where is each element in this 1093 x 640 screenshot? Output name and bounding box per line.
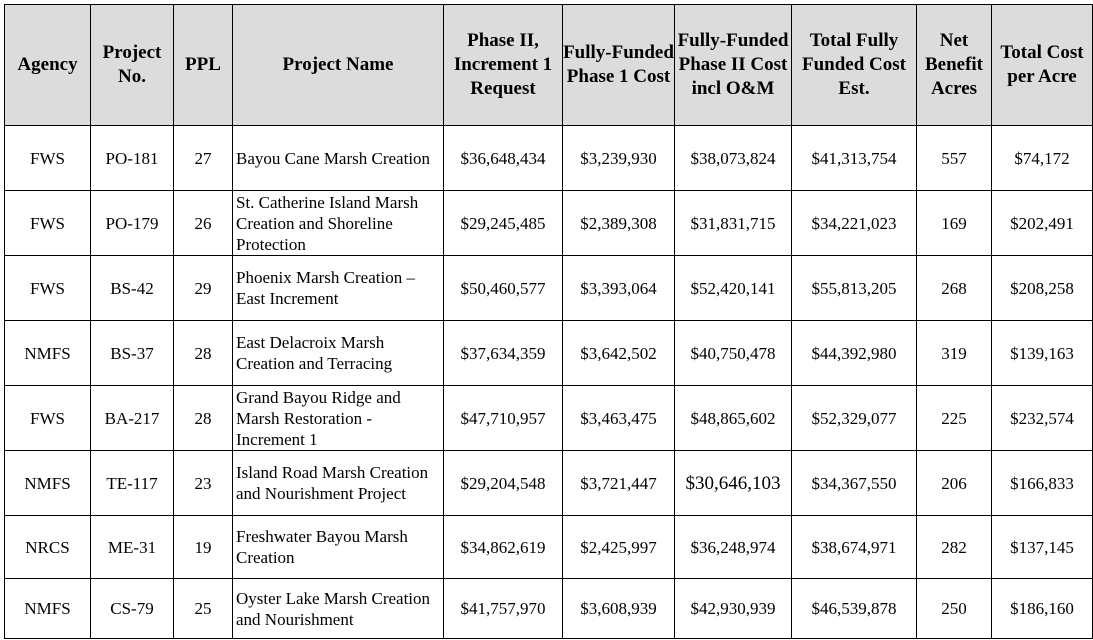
phase2-inc1-cell: $36,648,434 [444, 126, 563, 191]
agency-cell: NMFS [5, 579, 91, 639]
acres-cell: 557 [917, 126, 992, 191]
table-row [5, 579, 1093, 639]
phase2-inc1-cell: $50,460,577 [444, 256, 563, 321]
project-no-cell: PO-179 [91, 191, 174, 256]
ppl-cell: 28 [174, 386, 233, 451]
agency-cell: NRCS [5, 516, 91, 579]
phase2-cost-cell: $40,750,478 [675, 321, 792, 386]
project-name-cell: Phoenix Marsh Creation – East Increment [233, 256, 444, 321]
project-no-cell: BA-217 [91, 386, 174, 451]
total-cost-cell: $34,367,550 [792, 451, 917, 516]
project-no-cell: PO-181 [91, 126, 174, 191]
acres-cell: 169 [917, 191, 992, 256]
total-cost-cell: $38,674,971 [792, 516, 917, 579]
agency-cell: NMFS [5, 321, 91, 386]
phase2-inc1-cell: $47,710,957 [444, 386, 563, 451]
ppl-cell: 23 [174, 451, 233, 516]
project-no-cell: BS-37 [91, 321, 174, 386]
phase2-cost-cell: $42,930,939 [675, 579, 792, 639]
header-ppl: PPL [174, 5, 233, 126]
header-cost-per-acre: Total Cost per Acre [992, 5, 1093, 126]
cost-per-acre-cell: $139,163 [992, 321, 1093, 386]
project-name-cell: Bayou Cane Marsh Creation [233, 126, 444, 191]
cost-per-acre-cell: $208,258 [992, 256, 1093, 321]
acres-cell: 268 [917, 256, 992, 321]
cost-per-acre-cell: $137,145 [992, 516, 1093, 579]
agency-cell: FWS [5, 386, 91, 451]
phase2-inc1-cell: $34,862,619 [444, 516, 563, 579]
header-total-cost: Total Fully Funded Cost Est. [792, 5, 917, 126]
projects-table [4, 4, 1093, 639]
phase2-inc1-cell: $37,634,359 [444, 321, 563, 386]
project-no-cell: BS-42 [91, 256, 174, 321]
phase1-cost-cell: $3,393,064 [563, 256, 675, 321]
project-no-cell: TE-117 [91, 451, 174, 516]
header-project-name: Project Name [233, 5, 444, 126]
header-phase1-cost: Fully-Funded Phase 1 Cost [563, 5, 675, 126]
table-row [5, 321, 1093, 386]
phase2-inc1-cell: $29,245,485 [444, 191, 563, 256]
header-project-no: Project No. [91, 5, 174, 126]
phase2-cost-cell: $30,646,103 [675, 451, 792, 516]
table-row [5, 191, 1093, 256]
ppl-cell: 19 [174, 516, 233, 579]
phase1-cost-cell: $3,642,502 [563, 321, 675, 386]
ppl-cell: 29 [174, 256, 233, 321]
phase1-cost-cell: $2,425,997 [563, 516, 675, 579]
project-name-cell: Oyster Lake Marsh Creation and Nourishment [233, 579, 444, 639]
total-cost-cell: $52,329,077 [792, 386, 917, 451]
cost-per-acre-cell: $74,172 [992, 126, 1093, 191]
table-row [5, 126, 1093, 191]
cost-per-acre-cell: $202,491 [992, 191, 1093, 256]
phase2-cost-cell: $31,831,715 [675, 191, 792, 256]
cost-per-acre-cell: $186,160 [992, 579, 1093, 639]
acres-cell: 319 [917, 321, 992, 386]
acres-cell: 225 [917, 386, 992, 451]
phase2-cost-cell: $48,865,602 [675, 386, 792, 451]
project-no-cell: CS-79 [91, 579, 174, 639]
phase1-cost-cell: $3,463,475 [563, 386, 675, 451]
acres-cell: 206 [917, 451, 992, 516]
phase1-cost-cell: $2,389,308 [563, 191, 675, 256]
header-agency: Agency [5, 5, 91, 126]
agency-cell: FWS [5, 256, 91, 321]
ppl-cell: 26 [174, 191, 233, 256]
phase2-inc1-cell: $29,204,548 [444, 451, 563, 516]
phase1-cost-cell: $3,721,447 [563, 451, 675, 516]
table-row [5, 386, 1093, 451]
agency-cell: FWS [5, 191, 91, 256]
ppl-cell: 28 [174, 321, 233, 386]
cost-per-acre-cell: $232,574 [992, 386, 1093, 451]
phase1-cost-cell: $3,608,939 [563, 579, 675, 639]
header-acres: Net Benefit Acres [917, 5, 992, 126]
total-cost-cell: $55,813,205 [792, 256, 917, 321]
agency-cell: NMFS [5, 451, 91, 516]
project-name-cell: East Delacroix Marsh Creation and Terracing [233, 321, 444, 386]
project-name-cell: St. Catherine Island Marsh Creation and Shoreline Protection [233, 191, 444, 256]
table-row [5, 256, 1093, 321]
project-name-cell: Freshwater Bayou Marsh Creation [233, 516, 444, 579]
table-row [5, 516, 1093, 579]
project-no-cell: ME-31 [91, 516, 174, 579]
total-cost-cell: $46,539,878 [792, 579, 917, 639]
project-name-cell: Island Road Marsh Creation and Nourishment Project [233, 451, 444, 516]
ppl-cell: 25 [174, 579, 233, 639]
ppl-cell: 27 [174, 126, 233, 191]
header-phase2-inc1: Phase II, Increment 1 Request [444, 5, 563, 126]
total-cost-cell: $34,221,023 [792, 191, 917, 256]
phase1-cost-cell: $3,239,930 [563, 126, 675, 191]
phase2-inc1-cell: $41,757,970 [444, 579, 563, 639]
project-name-cell: Grand Bayou Ridge and Marsh Restoration - Increment 1 [233, 386, 444, 451]
table-row [5, 451, 1093, 516]
total-cost-cell: $44,392,980 [792, 321, 917, 386]
acres-cell: 282 [917, 516, 992, 579]
phase2-cost-cell: $36,248,974 [675, 516, 792, 579]
phase2-cost-cell: $52,420,141 [675, 256, 792, 321]
header-phase2-cost: Fully-Funded Phase II Cost incl O&M [675, 5, 792, 126]
agency-cell: FWS [5, 126, 91, 191]
cost-per-acre-cell: $166,833 [992, 451, 1093, 516]
header-row [5, 5, 1093, 126]
acres-cell: 250 [917, 579, 992, 639]
total-cost-cell: $41,313,754 [792, 126, 917, 191]
phase2-cost-cell: $38,073,824 [675, 126, 792, 191]
